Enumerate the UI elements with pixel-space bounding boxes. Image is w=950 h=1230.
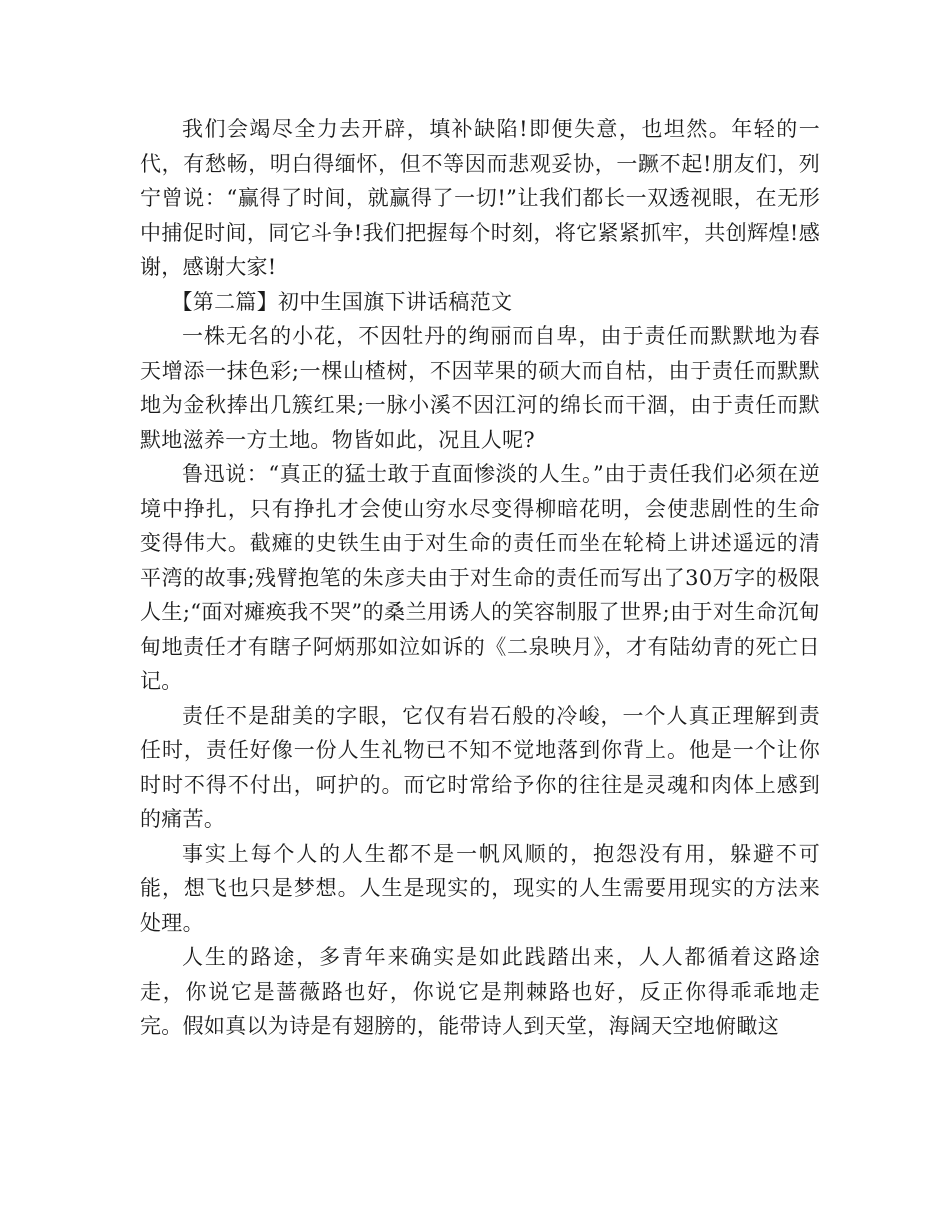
paragraph-closing-remarks: 我们会竭尽全力去开辟，填补缺陷!即便失意，也坦然。年轻的一代，有愁畅，明白得缅怀，但不等因而悲观妥协，一蹶不起!朋友们，列宁曾说：“赢得了时间，就赢得了一切!”让我们都长一双透视眼，在无形中捕促时间，同它斗争!我们把握每个时刻，将它紧紧抓牢，共创辉煌!感谢，感谢大家!	[140, 117, 820, 279]
paragraph-life-road: 人生的路途，多青年来确实是如此践踏出来，人人都循着这路途走，你说它是蔷薇路也好，你说它是荆棘路也好，反正你得乖乖地走完。假如真以为诗是有翅膀的，能带诗人到天堂，海阔天空地俯瞰这	[140, 945, 820, 1038]
document-page	[140, 112, 820, 1044]
paragraph-flower-tree-stream: 一株无名的小花，不因牡丹的绚丽而自卑，由于责任而默默地为春天增添一抹色彩;一棵山楂树，不因苹果的硕大而自枯，由于责任而默默地为金秋捧出几簇红果;一脉小溪不因江河的绵长而干涸，由于责任而默默地滋养一方土地。物皆如此，况且人呢?	[140, 324, 820, 452]
paragraph-responsibility: 责任不是甜美的字眼，它仅有岩石般的冷峻，一个人真正理解到责任时，责任好像一份人生礼物已不知不觉地落到你背上。他是一个让你时时不得不付出，呵护的。而它时常给予你的往往是灵魂和肉体上感到的痛苦。	[140, 703, 820, 831]
paragraph-luxun-quote: 鲁迅说：“真正的猛士敢于直面惨淡的人生。”由于责任我们必须在逆境中挣扎，只有挣扎才会使山穷水尽变得柳暗花明，会使悲剧性的生命变得伟大。截瘫的史铁生由于对生命的责任而坐在轮椅上讲述遥远的清平湾的故事;残臂抱笔的朱彦夫由于对生命的责任而写出了30万字的极限人生;“面对瘫痪我不哭”的桑兰用诱人的笑容制服了世界;由于对生命沉甸甸地责任才有瞎子阿炳那如泣如诉的《二泉映月》，才有陆幼青的死亡日记。	[140, 462, 820, 693]
section-heading: 【第二篇】初中生国旗下讲话稿范文	[171, 289, 513, 314]
paragraph-life-not-smooth: 事实上每个人的人生都不是一帆风顺的，抱怨没有用，躲避不可能，想飞也只是梦想。人生是现实的，现实的人生需要用现实的方法来处理。	[140, 841, 820, 935]
